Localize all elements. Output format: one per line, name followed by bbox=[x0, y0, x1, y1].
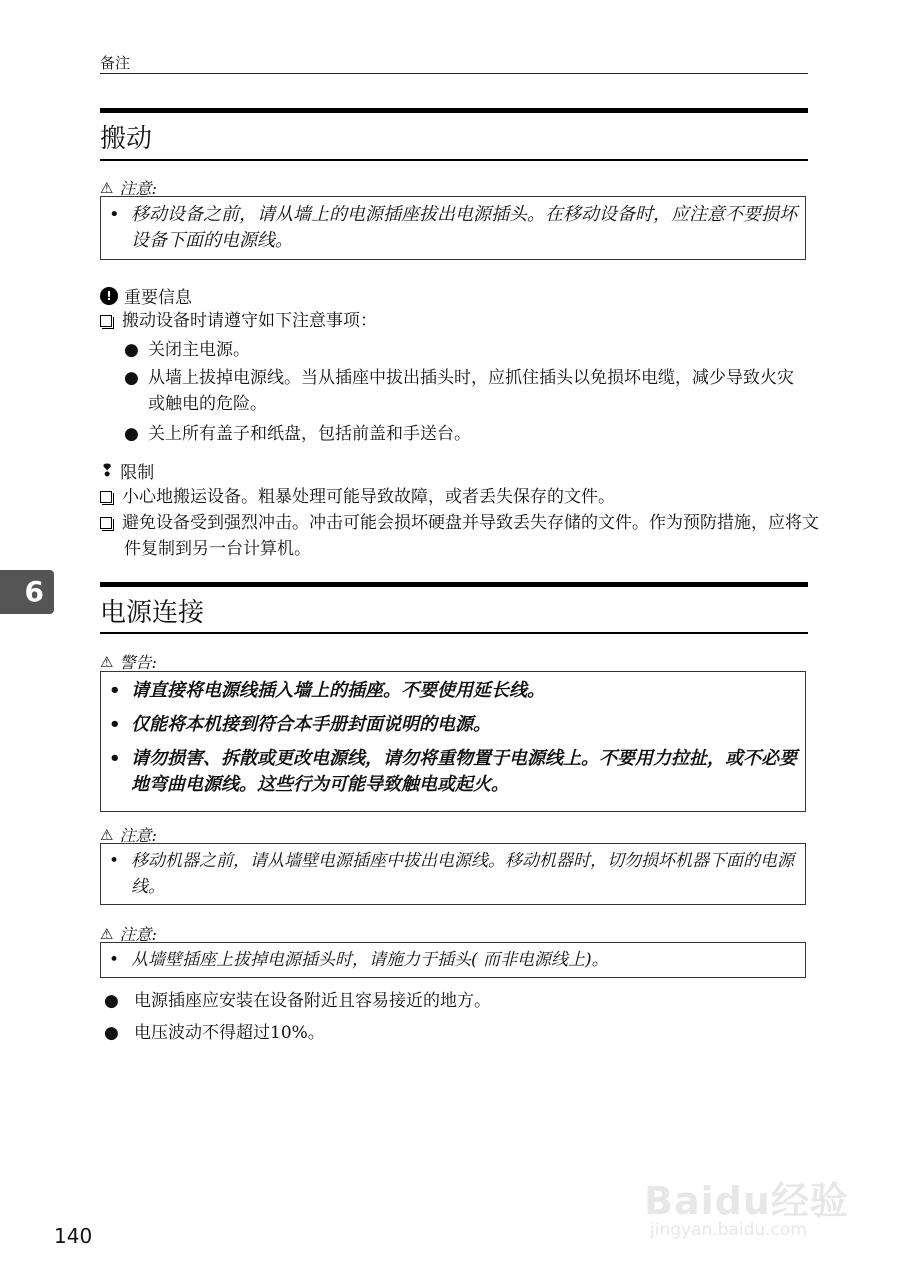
checkbox-icon bbox=[100, 491, 112, 503]
caution-box bbox=[100, 843, 806, 905]
caution-label: ⚠ 注意: bbox=[100, 178, 157, 198]
page-number: 140 bbox=[54, 1224, 93, 1248]
important-item: ● 从墙上拔掉电源线。当从插座中拔出插头时，应抓住插头以免损坏电缆，减少导致火灾或触电的危险。 bbox=[124, 365, 804, 417]
section-title-power: 电源连接 bbox=[100, 598, 205, 628]
header-rule bbox=[100, 73, 808, 74]
checkbox-icon bbox=[100, 517, 112, 529]
watermark-url: jingyan.baidu.com bbox=[650, 1220, 807, 1240]
bullet-icon: ● bbox=[124, 424, 139, 444]
warning-item: • 仅能将本机接到符合本手册封面说明的电源。 bbox=[109, 714, 491, 735]
warning-triangle-icon: ⚠ bbox=[100, 825, 114, 844]
caution-box bbox=[100, 196, 806, 260]
running-head: 备注 bbox=[100, 54, 131, 72]
caution-label: ⚠ 注意: bbox=[100, 924, 157, 944]
caution-box bbox=[100, 942, 806, 978]
warning-item: • 请直接将电源线插入墙上的插座。不要使用延长线。 bbox=[109, 680, 545, 701]
chapter-tab: 6 bbox=[0, 570, 54, 614]
watermark bbox=[644, 1150, 854, 1250]
lightbulb-icon: ❢ bbox=[100, 460, 115, 481]
warning-box bbox=[100, 671, 806, 812]
section-top-rule bbox=[100, 582, 808, 587]
warning-triangle-icon: ⚠ bbox=[100, 924, 114, 943]
limit-item: 避免设备受到强烈冲击。冲击可能会损坏硬盘并导致丢失存储的文件。作为预防措施，应将文件复制到另一台计算机。 bbox=[100, 510, 824, 562]
section-bottom-rule bbox=[100, 632, 808, 634]
bullet-icon: ● bbox=[124, 368, 139, 388]
important-heading: ! 重要信息 bbox=[100, 283, 192, 308]
important-icon: ! bbox=[100, 287, 118, 305]
bullet-icon: ● bbox=[104, 1023, 119, 1043]
section-bottom-rule bbox=[100, 159, 808, 161]
limit-item: 小心地搬运设备。粗暴处理可能导致故障，或者丢失保存的文件。 bbox=[100, 484, 824, 510]
important-item: ● 关上所有盖子和纸盘，包括前盖和手送台。 bbox=[124, 421, 804, 447]
checkbox-icon bbox=[100, 315, 112, 327]
caution-label: ⚠ 注意: bbox=[100, 825, 157, 845]
note-item: ● 电源插座应安装在设备附近且容易接近的地方。 bbox=[100, 988, 800, 1014]
important-intro: 搬动设备时请遵守如下注意事项： bbox=[100, 308, 800, 334]
bullet-icon: ● bbox=[124, 340, 139, 360]
caution-item: • 移动设备之前，请从墙上的电源插座拔出电源插头。在移动设备时，应注意不要损坏设备下面的电源线。 bbox=[109, 204, 797, 251]
warning-triangle-icon: ⚠ bbox=[100, 178, 114, 197]
caution-item: • 从墙壁插座上拔掉电源插头时，请施力于插头( 而非电源线上)。 bbox=[109, 950, 609, 970]
section-top-rule bbox=[100, 108, 808, 113]
limit-heading: ❢ 限制 bbox=[100, 460, 155, 483]
warning-item: • 请勿损害、拆散或更改电源线，请勿将重物置于电源线上。不要用力拉扯，或不必要地弯曲电源线。这些行为可能导致触电或起火。 bbox=[109, 748, 797, 795]
important-item: ● 关闭主电源。 bbox=[124, 337, 804, 363]
section-title-moving: 搬动 bbox=[100, 124, 153, 154]
watermark-brand: Baidu经验 bbox=[644, 1179, 849, 1223]
note-item: ● 电压波动不得超过10%。 bbox=[100, 1020, 800, 1046]
warning-triangle-icon: ⚠ bbox=[100, 652, 114, 671]
warning-label: ⚠ 警告: bbox=[100, 652, 157, 672]
bullet-icon: ● bbox=[104, 991, 119, 1011]
caution-item: • 移动机器之前，请从墙壁电源插座中拔出电源线。移动机器时，切勿损坏机器下面的电源线。 bbox=[109, 851, 794, 897]
